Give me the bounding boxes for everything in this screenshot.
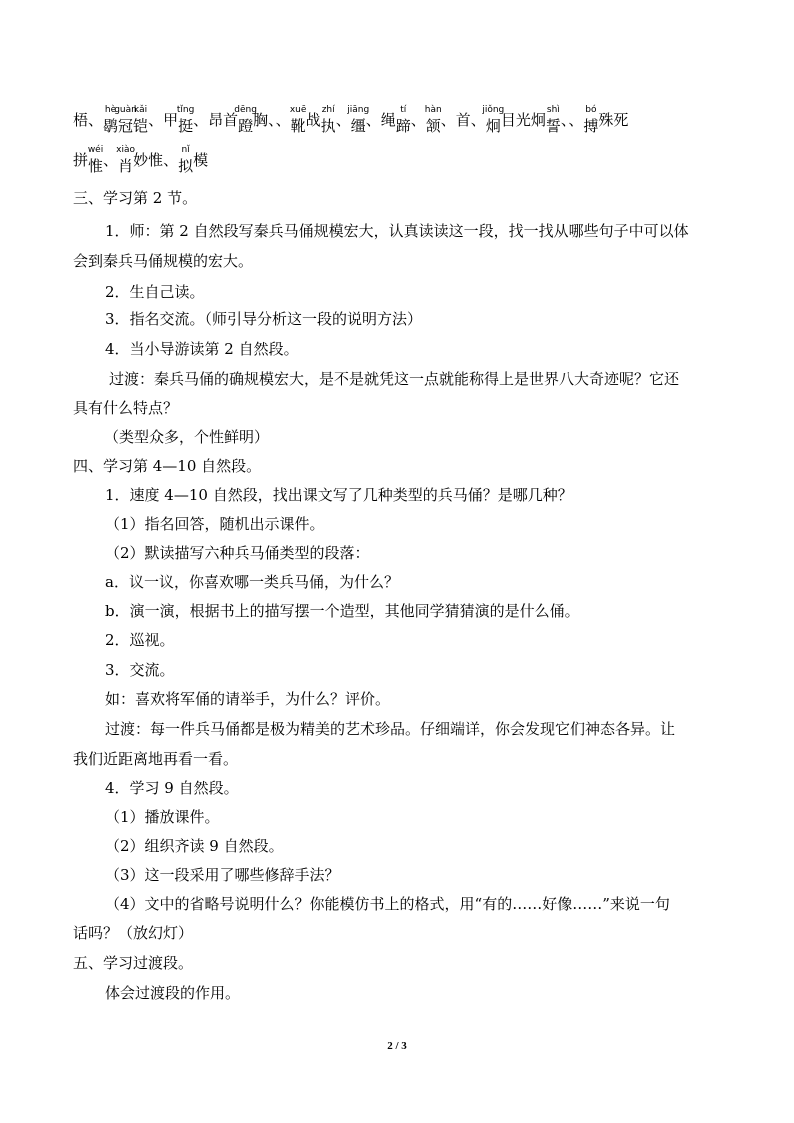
paragraph-line: b．演一演，根据书上的描写摆一个造型，其他同学猜猜演的是什么俑。	[105, 602, 580, 620]
pinyin-annotation: dēng	[234, 105, 257, 115]
pinyin-annotation: hàn	[424, 105, 442, 115]
text-fragment: 、	[103, 151, 119, 169]
annotated-character	[395, 105, 411, 136]
base-character: 搏	[583, 117, 599, 135]
pinyin-annotation: hè	[104, 105, 117, 115]
text-fragment: 胸、、	[253, 111, 291, 129]
annotated-character	[116, 145, 135, 176]
paragraph-line: a．议一议，你喜欢哪一类兵马俑，为什么？	[105, 573, 399, 591]
paragraph-line: 3．交流。	[105, 661, 175, 679]
paragraph-line: 体会过渡段的作用。	[105, 984, 241, 1002]
text-fragment: 、	[410, 111, 426, 129]
base-character: 蹬	[238, 117, 254, 135]
paragraph-line: 话吗？（放幻灯）	[73, 924, 194, 942]
annotated-character	[178, 145, 194, 176]
paragraph-line: （2）组织齐读 9 自然段。	[105, 837, 284, 855]
paragraph-line: 具有什么特点？	[73, 399, 179, 417]
base-character: 执	[320, 117, 336, 135]
pinyin-annotation: jiǒng	[482, 105, 505, 115]
text-fragment: 妙惟、	[133, 151, 179, 169]
annotated-character	[424, 105, 442, 136]
text-fragment: 、绳	[365, 111, 396, 129]
pinyin-annotation: guàn	[114, 105, 137, 115]
text-fragment: 拼	[73, 151, 89, 169]
base-character: 颔	[425, 117, 441, 135]
pinyin-annotation: shì	[546, 105, 560, 115]
base-character: 靴	[290, 117, 306, 135]
paragraph-line: 4．学习 9 自然段。	[105, 779, 239, 797]
base-character: 冠	[118, 117, 134, 135]
annotated-character	[482, 105, 505, 136]
pinyin-line-2	[73, 145, 209, 175]
text-fragment: 梧、	[73, 111, 104, 129]
base-character: 鹖	[103, 117, 119, 135]
paragraph-line: 过渡：秦兵马俑的确规模宏大，是不是就凭这一点就能称得上是世界八大奇迹呢？它还	[109, 370, 680, 388]
text-fragment: 、甲	[148, 111, 179, 129]
section-heading-3: 三、学习第 2 节。	[73, 189, 198, 207]
pinyin-annotation: xiào	[116, 145, 135, 155]
annotated-character	[583, 105, 599, 136]
pinyin-annotation: bó	[585, 105, 597, 115]
paragraph-line: 会到秦兵马俑规模的宏大。	[73, 252, 254, 270]
paragraph-line: 如：喜欢将军俑的请举手，为什么？评价。	[105, 690, 391, 708]
paragraph-line: 4．当小导游读第 2 自然段。	[105, 340, 299, 358]
annotated-character	[320, 105, 336, 136]
paragraph-line: 2．生自己读。	[105, 283, 205, 301]
pinyin-annotation: zhí	[321, 105, 335, 115]
paragraph-line: 3．指名交流。（师引导分析这一段的说明方法）	[105, 310, 423, 328]
pinyin-line-1	[73, 105, 629, 135]
annotated-character	[347, 105, 370, 136]
pinyin-annotation: tǐng	[176, 105, 195, 115]
annotated-character	[545, 105, 561, 136]
page-number: 2 / 3	[387, 1040, 407, 1052]
text-fragment: 、昂首	[193, 111, 239, 129]
base-character: 拟	[178, 157, 194, 175]
paragraph-line: （类型众多，个性鲜明）	[104, 428, 270, 446]
text-fragment: 目光炯	[500, 111, 546, 129]
text-fragment: 、、	[560, 111, 584, 129]
annotated-character	[103, 105, 119, 136]
pinyin-annotation: wéi	[87, 145, 104, 155]
text-fragment: 模	[193, 151, 209, 169]
text-fragment: 、首、	[440, 111, 486, 129]
base-character: 挺	[178, 117, 194, 135]
pinyin-annotation: nǐ	[181, 145, 190, 155]
paragraph-line: 2．巡视。	[105, 631, 175, 649]
paragraph-line: （1）播放课件。	[105, 808, 220, 826]
annotated-character	[234, 105, 257, 136]
paragraph-line: 1．速度 4—10 自然段，找出课文写了几种类型的兵马俑？是哪几种？	[105, 486, 573, 504]
base-character: 炯	[485, 117, 501, 135]
pinyin-annotation: tí	[400, 105, 407, 115]
paragraph-line: 过渡：每一件兵马俑都是极为精美的艺术珍品。仔细端详，你会发现它们神态各异。让	[105, 720, 676, 738]
annotated-character	[133, 105, 149, 136]
text-fragment: 殊死	[598, 111, 629, 129]
base-character: 惟	[88, 157, 104, 175]
annotated-character	[87, 145, 104, 176]
paragraph-line: 我们近距离地再看一看。	[73, 750, 239, 768]
annotated-character	[176, 105, 195, 136]
paragraph-line: （3）这一段采用了哪些修辞手法？	[105, 866, 340, 884]
text-fragment: 战	[305, 111, 321, 129]
paragraph-line: （4）文中的省略号说明什么？你能模仿书上的格式，用“有的……好像……”来说一句	[105, 895, 670, 913]
base-character: 缰	[350, 117, 366, 135]
pinyin-annotation: kǎi	[133, 105, 148, 115]
base-character: 誓	[545, 117, 561, 135]
pinyin-annotation: jiāng	[347, 105, 370, 115]
base-character: 铠	[133, 117, 149, 135]
paragraph-line: （2）默读描写六种兵马俑类型的段落：	[105, 544, 370, 562]
annotated-character	[114, 105, 137, 136]
paragraph-line: （1）指名回答，随机出示课件。	[105, 515, 325, 533]
section-heading-4: 四、学习第 4—10 自然段。	[73, 457, 262, 475]
section-heading-5: 五、学习过渡段。	[73, 954, 194, 972]
base-character: 蹄	[395, 117, 411, 135]
paragraph-line: 1．师：第 2 自然段写秦兵马俑规模宏大，认真读读这一段，找一找从哪些句子中可以体	[105, 222, 689, 240]
text-fragment: 、	[335, 111, 351, 129]
pinyin-annotation: xuē	[289, 105, 307, 115]
base-character: 肖	[118, 157, 134, 175]
annotated-character	[289, 105, 307, 136]
